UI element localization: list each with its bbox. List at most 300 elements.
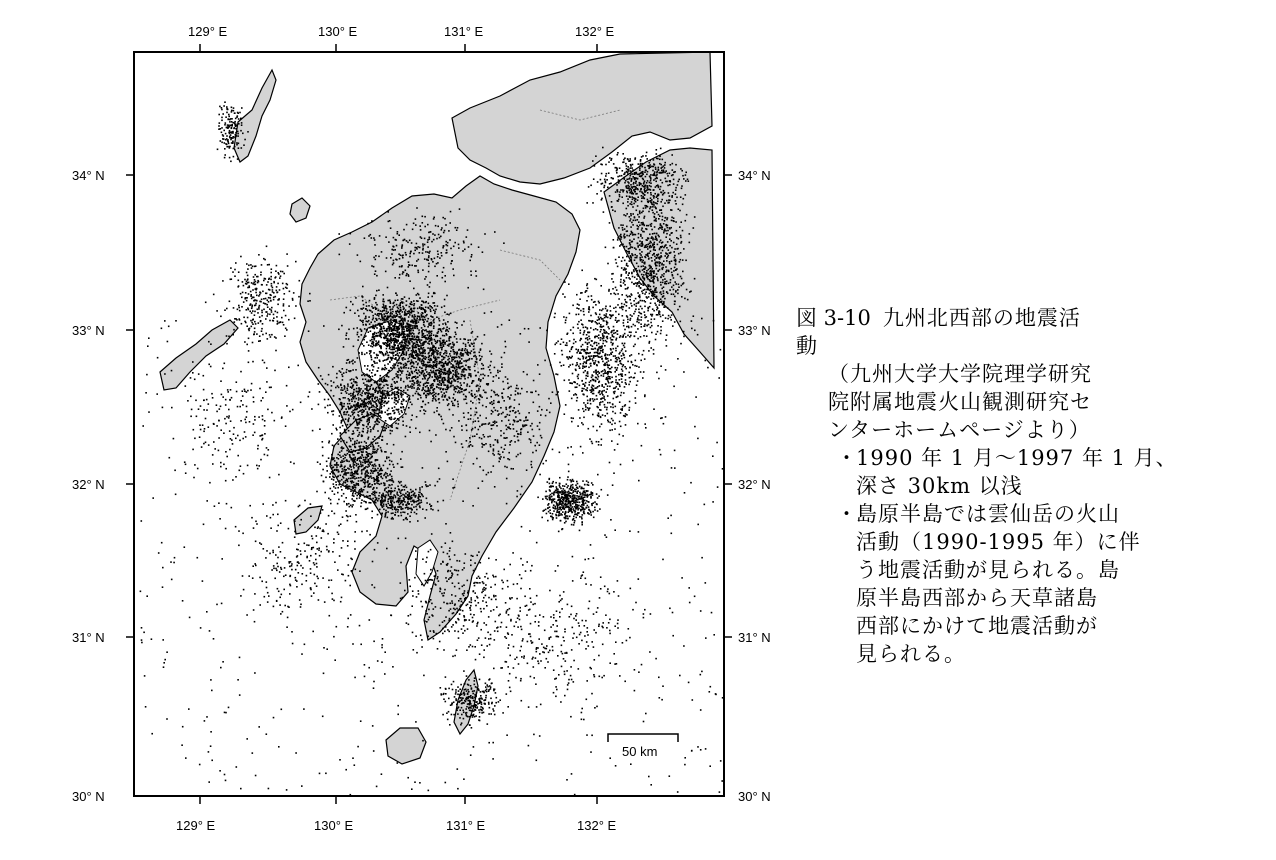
epicenter-dot <box>469 339 471 341</box>
epicenter-dot <box>401 501 403 503</box>
epicenter-dot <box>598 301 600 303</box>
epicenter-dot <box>592 320 594 322</box>
epicenter-dot <box>384 343 386 345</box>
epicenter-dot <box>352 430 354 432</box>
epicenter-dot <box>625 310 627 312</box>
epicenter-dot <box>584 484 586 486</box>
epicenter-dot <box>615 348 617 350</box>
epicenter-dot <box>598 371 600 373</box>
epicenter-dot <box>444 357 446 359</box>
epicenter-dot <box>410 385 412 387</box>
epicenter-dot <box>607 358 609 360</box>
epicenter-dot <box>549 483 551 485</box>
epicenter-dot <box>363 457 365 459</box>
epicenter-dot <box>446 326 448 328</box>
epicenter-dot <box>397 463 399 465</box>
epicenter-dot <box>363 304 365 306</box>
epicenter-dot <box>355 369 357 371</box>
epicenter-dot <box>391 398 393 400</box>
epicenter-dot <box>367 491 369 493</box>
epicenter-dot <box>341 422 343 424</box>
epicenter-dot <box>462 369 464 371</box>
epicenter-dot <box>633 300 635 302</box>
epicenter-dot <box>586 285 588 287</box>
epicenter-dot <box>631 305 633 307</box>
epicenter-dot <box>489 369 491 371</box>
epicenter-dot <box>328 498 330 500</box>
epicenter-dot <box>463 412 465 414</box>
epicenter-dot <box>346 504 348 506</box>
epicenter-dot <box>592 443 594 445</box>
epicenter-dot <box>402 424 404 426</box>
epicenter-dot <box>594 352 596 354</box>
epicenter-dot <box>547 520 549 522</box>
epicenter-dot <box>382 398 384 400</box>
epicenter-dot <box>596 365 598 367</box>
epicenter-dot <box>369 389 371 391</box>
epicenter-dot <box>557 341 559 343</box>
epicenter-dot <box>392 306 394 308</box>
epicenter-dot <box>423 324 425 326</box>
epicenter-dot <box>422 508 424 510</box>
epicenter-dot <box>407 396 409 398</box>
epicenter-dot <box>596 387 598 389</box>
epicenter-dot <box>629 319 631 321</box>
epicenter-dot <box>383 298 385 300</box>
epicenter-dot <box>416 367 418 369</box>
epicenter-dot <box>599 372 601 374</box>
epicenter-dot <box>426 382 428 384</box>
epicenter-dot <box>361 490 363 492</box>
epicenter-dot <box>393 355 395 357</box>
epicenter-dot <box>412 349 414 351</box>
epicenter-dot <box>433 397 435 399</box>
epicenter-dot <box>588 513 590 515</box>
epicenter-dot <box>419 371 421 373</box>
epicenter-dot <box>416 344 418 346</box>
epicenter-dot <box>567 498 569 500</box>
epicenter-dot <box>420 500 422 502</box>
epicenter-dot <box>604 369 606 371</box>
epicenter-dot <box>363 501 365 503</box>
epicenter-dot <box>387 410 389 412</box>
epicenter-dot <box>586 349 588 351</box>
epicenter-dot <box>409 303 411 305</box>
epicenter-dot <box>387 315 389 317</box>
epicenter-dot <box>386 384 388 386</box>
epicenter-dot <box>581 518 583 520</box>
epicenter-dot <box>429 355 431 357</box>
epicenter-dot <box>575 489 577 491</box>
epicenter-dot <box>482 374 484 376</box>
epicenter-dot <box>473 346 475 348</box>
epicenter-dot <box>397 509 399 511</box>
epicenter-dot <box>338 387 340 389</box>
epicenter-dot <box>632 460 634 462</box>
epicenter-dot <box>394 391 396 393</box>
epicenter-dot <box>398 411 400 413</box>
epicenter-dot <box>607 354 609 356</box>
epicenter-dot <box>436 386 438 388</box>
epicenter-dot <box>451 359 453 361</box>
epicenter-dot <box>408 361 410 363</box>
epicenter-dot <box>545 496 547 498</box>
epicenter-dot <box>598 376 600 378</box>
epicenter-dot <box>336 484 338 486</box>
epicenter-dot <box>415 345 417 347</box>
epicenter-dot <box>499 370 501 372</box>
epicenter-dot <box>461 388 463 390</box>
epicenter-dot <box>625 424 627 426</box>
epicenter-dot <box>439 354 441 356</box>
epicenter-dot <box>433 349 435 351</box>
epicenter-dot <box>410 308 412 310</box>
epicenter-dot <box>382 436 384 438</box>
epicenter-dot <box>411 312 413 314</box>
epicenter-dot <box>366 448 368 450</box>
epicenter-dot <box>599 356 601 358</box>
epicenter-dot <box>406 374 408 376</box>
epicenter-dot <box>372 400 374 402</box>
epicenter-dot <box>600 409 602 411</box>
epicenter-dot <box>368 437 370 439</box>
epicenter-dot <box>401 412 403 414</box>
epicenter-dot <box>452 414 454 416</box>
epicenter-dot <box>405 344 407 346</box>
epicenter-dot <box>332 459 334 461</box>
epicenter-dot <box>402 370 404 372</box>
epicenter-dot <box>387 321 389 323</box>
epicenter-dot <box>401 298 403 300</box>
epicenter-dot <box>649 234 651 236</box>
epicenter-dot <box>672 325 674 327</box>
epicenter-dot <box>333 469 335 471</box>
epicenter-dot <box>375 460 377 462</box>
epicenter-dot <box>344 473 346 475</box>
epicenter-dot <box>390 433 392 435</box>
epicenter-dot <box>598 347 600 349</box>
epicenter-dot <box>582 498 584 500</box>
epicenter-dot <box>431 296 433 298</box>
epicenter-dot <box>354 489 356 491</box>
epicenter-dot <box>424 378 426 380</box>
epicenter-dot <box>390 430 392 432</box>
epicenter-dot <box>474 394 476 396</box>
epicenter-dot <box>587 400 589 402</box>
epicenter-dot <box>643 371 645 373</box>
epicenter-dot <box>426 486 428 488</box>
epicenter-dot <box>413 380 415 382</box>
epicenter-dot <box>419 505 421 507</box>
epicenter-dot <box>613 333 615 335</box>
epicenter-dot <box>635 390 637 392</box>
epicenter-dot <box>400 458 402 460</box>
epicenter-dot <box>346 450 348 452</box>
epicenter-dot <box>350 438 352 440</box>
epicenter-dot <box>400 390 402 392</box>
epicenter-dot <box>357 435 359 437</box>
epicenter-dot <box>367 393 369 395</box>
epicenter-dot <box>373 334 375 336</box>
epicenter-dot <box>607 494 609 496</box>
epicenter-dot <box>396 391 398 393</box>
epicenter-dot <box>347 468 349 470</box>
epicenter-dot <box>634 373 636 375</box>
epicenter-dot <box>408 348 410 350</box>
epicenter-dot <box>390 507 392 509</box>
epicenter-dot <box>550 512 552 514</box>
epicenter-dot <box>617 346 619 348</box>
epicenter-dot <box>409 515 411 517</box>
epicenter-dot <box>392 509 394 511</box>
epicenter-dot <box>572 333 574 335</box>
epicenter-dot <box>449 409 451 411</box>
epicenter-dot <box>422 349 424 351</box>
epicenter-dot <box>594 507 596 509</box>
epicenter-dot <box>574 495 576 497</box>
epicenter-dot <box>581 349 583 351</box>
epicenter-dot <box>414 336 416 338</box>
epicenter-dot <box>591 505 593 507</box>
epicenter-dot <box>427 326 429 328</box>
epicenter-dot <box>393 466 395 468</box>
epicenter-dot <box>372 369 374 371</box>
epicenter-dot <box>345 391 347 393</box>
epicenter-dot <box>427 307 429 309</box>
epicenter-dot <box>442 394 444 396</box>
epicenter-dot <box>404 342 406 344</box>
epicenter-dot <box>327 412 329 414</box>
epicenter-dot <box>619 361 621 363</box>
epicenter-dot <box>417 387 419 389</box>
epicenter-dot <box>401 340 403 342</box>
epicenter-dot <box>356 388 358 390</box>
epicenter-dot <box>469 392 471 394</box>
epicenter-dot <box>448 331 450 333</box>
epicenter-dot <box>372 498 374 500</box>
epicenter-dot <box>598 318 600 320</box>
epicenter-dot <box>613 326 615 328</box>
epicenter-dot <box>361 330 363 332</box>
epicenter-dot <box>357 430 359 432</box>
epicenter-dot <box>556 488 558 490</box>
epicenter-dot <box>425 302 427 304</box>
epicenter-dot <box>425 307 427 309</box>
epicenter-dot <box>390 501 392 503</box>
epicenter-dot <box>580 446 582 448</box>
epicenter-dot <box>417 388 419 390</box>
epicenter-dot <box>392 392 394 394</box>
epicenter-dot <box>603 326 605 328</box>
epicenter-dot <box>378 332 380 334</box>
epicenter-dot <box>420 345 422 347</box>
epicenter-dot <box>435 348 437 350</box>
epicenter-dot <box>350 407 352 409</box>
epicenter-dot <box>381 502 383 504</box>
epicenter-dot <box>338 499 340 501</box>
epicenter-dot <box>559 483 561 485</box>
epicenter-dot <box>415 369 417 371</box>
epicenter-dot <box>372 388 374 390</box>
epicenter-dot <box>436 363 438 365</box>
epicenter-dot <box>602 350 604 352</box>
epicenter-dot <box>443 358 445 360</box>
epicenter-dot <box>409 374 411 376</box>
epicenter-dot <box>415 323 417 325</box>
epicenter-dot <box>399 504 401 506</box>
epicenter-dot <box>391 346 393 348</box>
epicenter-dot <box>400 378 402 380</box>
epicenter-dot <box>392 480 394 482</box>
epicenter-dot <box>552 481 554 483</box>
epicenter-dot <box>332 471 334 473</box>
epicenter-dot <box>605 306 607 308</box>
epicenter-dot <box>598 353 600 355</box>
epicenter-dot <box>598 323 600 325</box>
epicenter-dot <box>406 378 408 380</box>
epicenter-dot <box>562 354 564 356</box>
epicenter-dot <box>556 517 558 519</box>
epicenter-dot <box>345 454 347 456</box>
epicenter-dot <box>364 328 366 330</box>
epicenter-dot <box>404 331 406 333</box>
epicenter-dot <box>397 353 399 355</box>
epicenter-dot <box>371 393 373 395</box>
epicenter-dot <box>419 341 421 343</box>
epicenter-dot <box>364 354 366 356</box>
epicenter-dot <box>440 343 442 345</box>
epicenter-dot <box>574 506 576 508</box>
epicenter-dot <box>580 506 582 508</box>
epicenter-dot <box>360 494 362 496</box>
epicenter-dot <box>339 427 341 429</box>
epicenter-dot <box>347 385 349 387</box>
epicenter-dot <box>460 352 462 354</box>
epicenter-dot <box>367 406 369 408</box>
epicenter-dot <box>574 511 576 513</box>
epicenter-dot <box>381 494 383 496</box>
epicenter-dot <box>391 426 393 428</box>
epicenter-dot <box>453 356 455 358</box>
epicenter-dot <box>375 302 377 304</box>
epicenter-dot <box>471 350 473 352</box>
epicenter-dot <box>362 480 364 482</box>
epicenter-dot <box>478 390 480 392</box>
epicenter-dot <box>616 321 618 323</box>
epicenter-dot <box>434 311 436 313</box>
epicenter-dot <box>360 463 362 465</box>
epicenter-dot <box>369 386 371 388</box>
epicenter-dot <box>433 325 435 327</box>
epicenter-dot <box>619 401 621 403</box>
epicenter-dot <box>328 374 330 376</box>
epicenter-dot <box>620 238 622 240</box>
epicenter-dot <box>471 390 473 392</box>
epicenter-dot <box>374 362 376 364</box>
epicenter-dot <box>569 364 571 366</box>
epicenter-dot <box>435 396 437 398</box>
epicenter-dot <box>459 349 461 351</box>
epicenter-dot <box>425 481 427 483</box>
epicenter-dot <box>421 352 423 354</box>
epicenter-dot <box>590 327 592 329</box>
epicenter-dot <box>420 496 422 498</box>
epicenter-dot <box>594 501 596 503</box>
epicenter-dot <box>627 335 629 337</box>
epicenter-dot <box>405 367 407 369</box>
epicenter-dot <box>397 376 399 378</box>
epicenter-dot <box>474 355 476 357</box>
epicenter-dot <box>346 369 348 371</box>
epicenter-dot <box>579 367 581 369</box>
epicenter-dot <box>395 387 397 389</box>
epicenter-dot <box>550 499 552 501</box>
epicenter-dot <box>560 506 562 508</box>
epicenter-dot <box>637 338 639 340</box>
epicenter-dot <box>424 413 426 415</box>
epicenter-dot <box>441 396 443 398</box>
epicenter-dot <box>610 337 612 339</box>
epicenter-dot <box>381 439 383 441</box>
epicenter-dot <box>585 404 587 406</box>
epicenter-dot <box>616 357 618 359</box>
epicenter-dot <box>443 373 445 375</box>
epicenter-dot <box>620 395 622 397</box>
epicenter-dot <box>365 501 367 503</box>
epicenter-dot <box>446 340 448 342</box>
epicenter-dot <box>343 461 345 463</box>
epicenter-dot <box>383 379 385 381</box>
epicenter-dot <box>577 364 579 366</box>
epicenter-dot <box>478 388 480 390</box>
epicenter-dot <box>379 509 381 511</box>
epicenter-dot <box>333 446 335 448</box>
epicenter-dot <box>383 313 385 315</box>
epicenter-dot <box>576 495 578 497</box>
epicenter-dot <box>348 359 350 361</box>
epicenter-dot <box>594 399 596 401</box>
epicenter-dot <box>336 466 338 468</box>
epicenter-dot <box>570 329 572 331</box>
epicenter-dot <box>373 352 375 354</box>
epicenter-dot <box>603 340 605 342</box>
epicenter-dot <box>421 368 423 370</box>
epicenter-dot <box>473 349 475 351</box>
epicenter-dot <box>368 475 370 477</box>
epicenter-dot <box>583 356 585 358</box>
epicenter-dot <box>403 367 405 369</box>
epicenter-dot <box>359 410 361 412</box>
epicenter-dot <box>340 461 342 463</box>
epicenter-dot <box>426 509 428 511</box>
epicenter-dot <box>369 370 371 372</box>
epicenter-dot <box>575 369 577 371</box>
epicenter-dot <box>418 381 420 383</box>
epicenter-dot <box>441 379 443 381</box>
epicenter-dot <box>374 495 376 497</box>
epicenter-dot <box>398 515 400 517</box>
epicenter-dot <box>379 473 381 475</box>
epicenter-dot <box>318 404 320 406</box>
epicenter-dot <box>382 319 384 321</box>
epicenter-dot <box>360 394 362 396</box>
epicenter-dot <box>362 449 364 451</box>
epicenter-dot <box>361 392 363 394</box>
epicenter-dot <box>552 498 554 500</box>
epicenter-dot <box>413 387 415 389</box>
epicenter-dot <box>371 493 373 495</box>
epicenter-dot <box>370 461 372 463</box>
